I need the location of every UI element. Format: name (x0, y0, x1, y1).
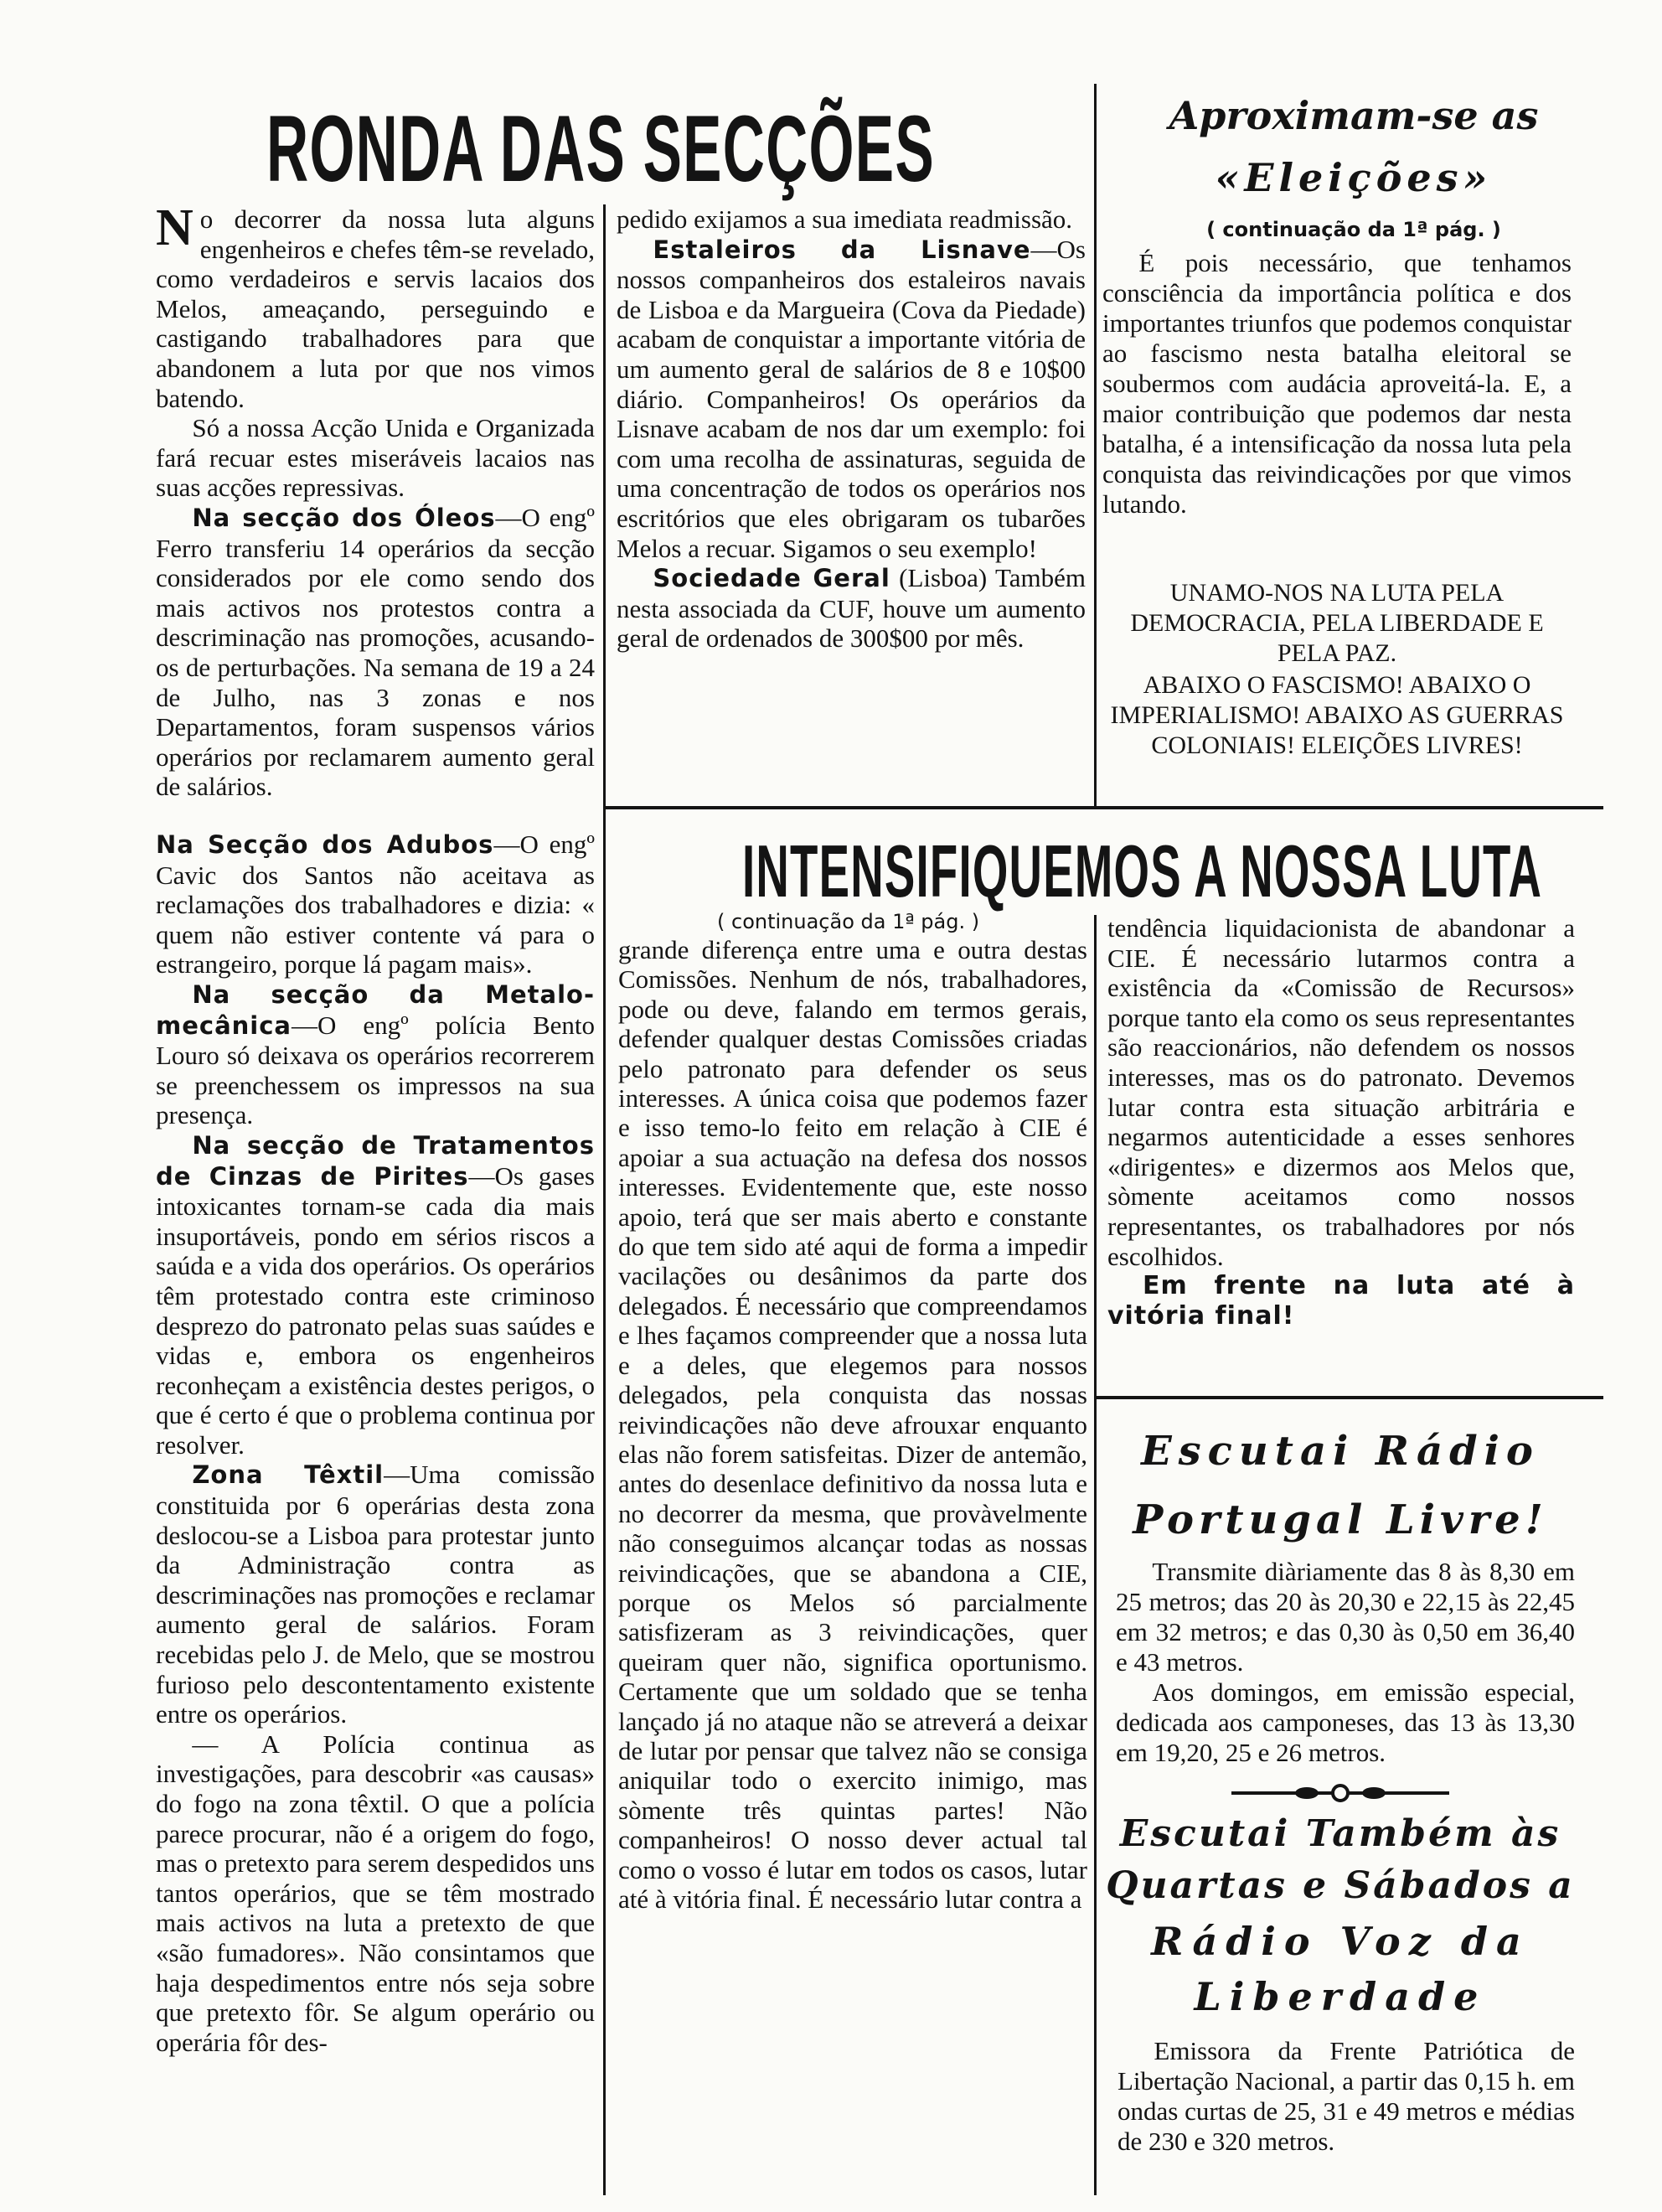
radio-schedule: Transmite diàriamente das 8 às 8,30 em 25 metros; das 20 às 20,30 e 22,15 às 22,45 em 32 metros; e das 0,30 às 0,50 em 36,40 e 43 metros. (1116, 1557, 1575, 1677)
radio-title-line6: Liberdade (1194, 1974, 1487, 2019)
ronda-item-sociedade: Sociedade Geral (Lisboa) Também nesta associada da CUF, houve um aumento geral de ordenados de 300$00 por mês. (617, 563, 1086, 654)
column-rule-middle (1094, 84, 1097, 806)
section-lead: Zona Têxtil (192, 1460, 385, 1490)
intensifiquemos-paragraph-2: tendência liquidacionista de abandonar a CIE. É necessário lutarmos contra a existência da «Comissão de Recursos» porque tanto ela como os seus representantes são reaccionários, não defendem os nossos interesses, mas os do patronato. Devemos lutar contra esta situação arbitrária e negarmos autenticidade a esses senhores «dirigentes» e dizermos aos Melos que, sòmente aceitamos como nossos representantes, os trabalhadores por nós escolhidos. (1107, 913, 1575, 1271)
eleicoes-title-line2: «Eleições» (1215, 155, 1493, 200)
eleicoes-slogan-2: ABAIXO O FASCISMO! ABAIXO O IMPERIALISMO! ABAIXO AS GUERRAS COLONIAIS! ELEIÇÕES LIVRES! (1110, 671, 1564, 759)
radio-title-line5: Rádio Voz da (1151, 1919, 1530, 1964)
intensifiquemos-closing: Em frente na luta até à vitória final! (1107, 1271, 1575, 1331)
section-lead: Na secção dos Óleos (192, 503, 496, 532)
ronda-item-oleos: Na secção dos Óleos—O engº Ferro transferiu 14 operários da secção considerados por ele como sendo dos mais activos nos protestos contra a descriminação nas promoções, acusando-os de perturbações. Na semana de 19 a 24 de Julho, nas 3 zonas e nos Departamentos, foram suspensos vários operários por reclamarem aumento geral de salários. (156, 502, 595, 802)
eleicoes-paragraph: É pois necessário, que tenhamos consciência da importância política e dos importantes triunfos que podemos conquistar ao fascismo nesta batalha eleitoral se soubermos com audácia aproveitá-la. E, a maior contribuição que podemos dar nesta batalha, é a intensificação da nossa luta pela conquista das reivindicações por que vimos lutando. (1102, 248, 1572, 519)
ronda-item-metalomecanica: Na secção da Metalo-mecânica—O engº polícia Bento Louro só deixava os operários recorrerem se preenchessem os impressos na sua presença. (156, 979, 595, 1130)
eleicoes-continuation: ( continuação da 1ª pág. ) (1206, 218, 1501, 241)
column-rule-left (603, 204, 606, 2195)
intensifiquemos-continuation: ( continuação da 1ª pág. ) (717, 910, 980, 933)
radio-title-line2: Portugal Livre! (1133, 1496, 1548, 1543)
ornament-divider (1106, 1783, 1575, 1803)
eleicoes-body (1102, 248, 1572, 519)
radio-voz-paragraph: Emissora da Frente Patriótica de Libertação Nacional, a partir das 0,15 h. em ondas curtas de 25, 31 e 49 metros e médias de 230 e 320 metros. (1117, 2036, 1575, 2156)
ronda-column-2 (617, 204, 1086, 654)
dropcap: N (156, 199, 194, 256)
section-lead: Na secção da Metalo-mecânica (156, 979, 595, 1040)
intensifiquemos-column-1 (618, 935, 1087, 1914)
section-lead: Estaleiros da Lisnave (653, 235, 1031, 264)
radio-title-line3: Escutai Também às (1119, 1812, 1561, 1855)
ronda-paragraph: pedido exijamos a sua imediata readmissão. (617, 204, 1073, 234)
ronda-title: RONDA DAS SECÇÕES (266, 96, 935, 201)
radio-voz-body (1117, 2036, 1575, 2157)
ronda-intro: No decorrer da nossa luta alguns engenheiros e chefes têm-se revelado, como verdadeiros e servis lacaios dos Melos, ameaçando, perseguindo e castigando trabalhadores para que abandonem a luta por que nos vimos batendo. (156, 199, 595, 413)
eleicoes-slogan-1: UNAMO-NOS NA LUTA PELA DEMOCRACIA, PELA LIBERDADE E PELA PAZ. (1130, 579, 1544, 667)
radio-body (1116, 1557, 1575, 1768)
ronda-item-adubos: Na Secção dos Adubos—O engº Cavic dos Santos não aceitava as reclamações dos trabalhadores e dizia: « quem não estiver contente vá para o estrangeiro, porque lá pagam mais». (156, 830, 595, 979)
radio-sunday-schedule: Aos domingos, em emissão especial, dedicada aos camponeses, das 13 às 13,30 em 19,20, 25 e 26 metros. (1116, 1677, 1575, 1767)
column-rule-right (1094, 915, 1097, 2195)
intensifiquemos-title: INTENSIFIQUEMOS A NOSSA LUTA (742, 830, 1543, 912)
ronda-item-pirites: Na secção de Tratamentos de Cinzas de Pirites—Os gases intoxicantes tornam-se cada dia mais insuportáveis, pondo em sérios riscos a saúda e a vida dos operários. Os operários têm protestado contra este criminoso desprezo do patronato pelas suas saúdes e vidas e, embora os engenheiros reconheçam a existência destes perigos, o que é certo é que o problema continua por resolver. (156, 1130, 595, 1460)
horizontal-rule-top (603, 806, 1603, 809)
intensifiquemos-column-2 (1107, 913, 1575, 1331)
ronda-column-1 (156, 199, 595, 802)
horizontal-rule-radio (1094, 1396, 1603, 1399)
ronda-item-textil: Zona Têxtil—Uma comissão constituida por 6 operárias desta zona deslocou-se a Lisboa para protestar junto da Administração contra as descriminações nas promoções e reclamar aumento geral de salários. Foram recebidas pelo J. de Melo, que se mostrou furioso pelo descontentamento existente entre os operários. (156, 1460, 595, 1729)
section-lead: Sociedade Geral (653, 564, 890, 593)
eleicoes-title-line1: Aproximam-se as (1169, 93, 1539, 138)
ronda-item-lisnave: Estaleiros da Lisnave—Os nossos companheiros dos estaleiros navais de Lisboa e da Margueira (Cova da Piedade) acabam de conquistar a importante vitória de um aumento geral de salários de 8 e 10$00 diário. Companheiros! Os operários da Lisnave acabam de nos dar um exemplo: foi com uma recolha de assinaturas, seguida de uma concentração de todos os operários nos escritórios que eles obrigaram os tubarões Melos a recuar. Sigamos o seu exemplo! (617, 234, 1086, 563)
ronda-paragraph: — A Polícia continua as investigações, para descobrir «as causas» do fogo na zona têxtil. O que a polícia parece procurar, não é a origem do fogo, mas o pretexto para serem despedidos uns tantos operários, que se têm mostrado mais activos na luta a pretexto de que «são fumadores». Não consintamos que haja despedimentos entre nós seja sobre que pretexto fôr. Se algum operário ou operária fôr des- (156, 1729, 595, 2057)
radio-title-line1: Escutai Rádio (1141, 1428, 1540, 1475)
intensifiquemos-paragraph: grande diferença entre uma e outra destas Comissões. Nenhum de nós, trabalhadores, pode ou deve, falando em termos gerais, defender qualquer destas Comissões criadas pelo patronato para defender os seus interesses. A única coisa que podemos fazer e isso temo-lo feito em relação à CIE é apoiar a sua actuação na defesa dos nossos interesses. Evidentemente que, este nosso apoio, terá que ser mais aberto e constante do que tem sido até aqui de forma a impedir vacilações ou desânimos da parte dos delegados. É necessário que compreendamos e lhes façamos compreender que a nossa luta e a deles, que elegemos para nossos delegados, pela conquista das nossas reivindicações não deve afrouxar enquanto elas não forem satisfeitas. Dizer de antemão, antes do desenlace definitivo da nossa luta e no decorrer da mesma, que provàvelmente não conseguimos alcançar todas as nossas reivindicações, que se abandona a CIE, porque os Melos só parcialmente satisfizeram as 3 reivindicações, quer queiram quer não, significa oportunismo. Certamente que um soldado que se tenha lançado já no ataque não se atreverá a deixar de lutar por pensar que talvez não se consiga aniquilar todo o exercito inimigo, mas sòmente três quintas partes! Não companheiros! O nosso dever actual tal como o vosso é lutar em todos os casos, lutar até à vitória final. É necessário lutar contra a (618, 935, 1087, 1914)
ronda-paragraph: Só a nossa Acção Unida e Organizada fará recuar estes miseráveis lacaios nas suas acções repressivas. (156, 413, 595, 503)
section-lead: Na secção de Tratamentos de Cinzas de Pirites (156, 1130, 595, 1191)
radio-title-line4: Quartas e Sábados a (1106, 1864, 1575, 1907)
ronda-column-1-continued (156, 830, 595, 2057)
section-lead: Na Secção dos Adubos (156, 830, 494, 859)
